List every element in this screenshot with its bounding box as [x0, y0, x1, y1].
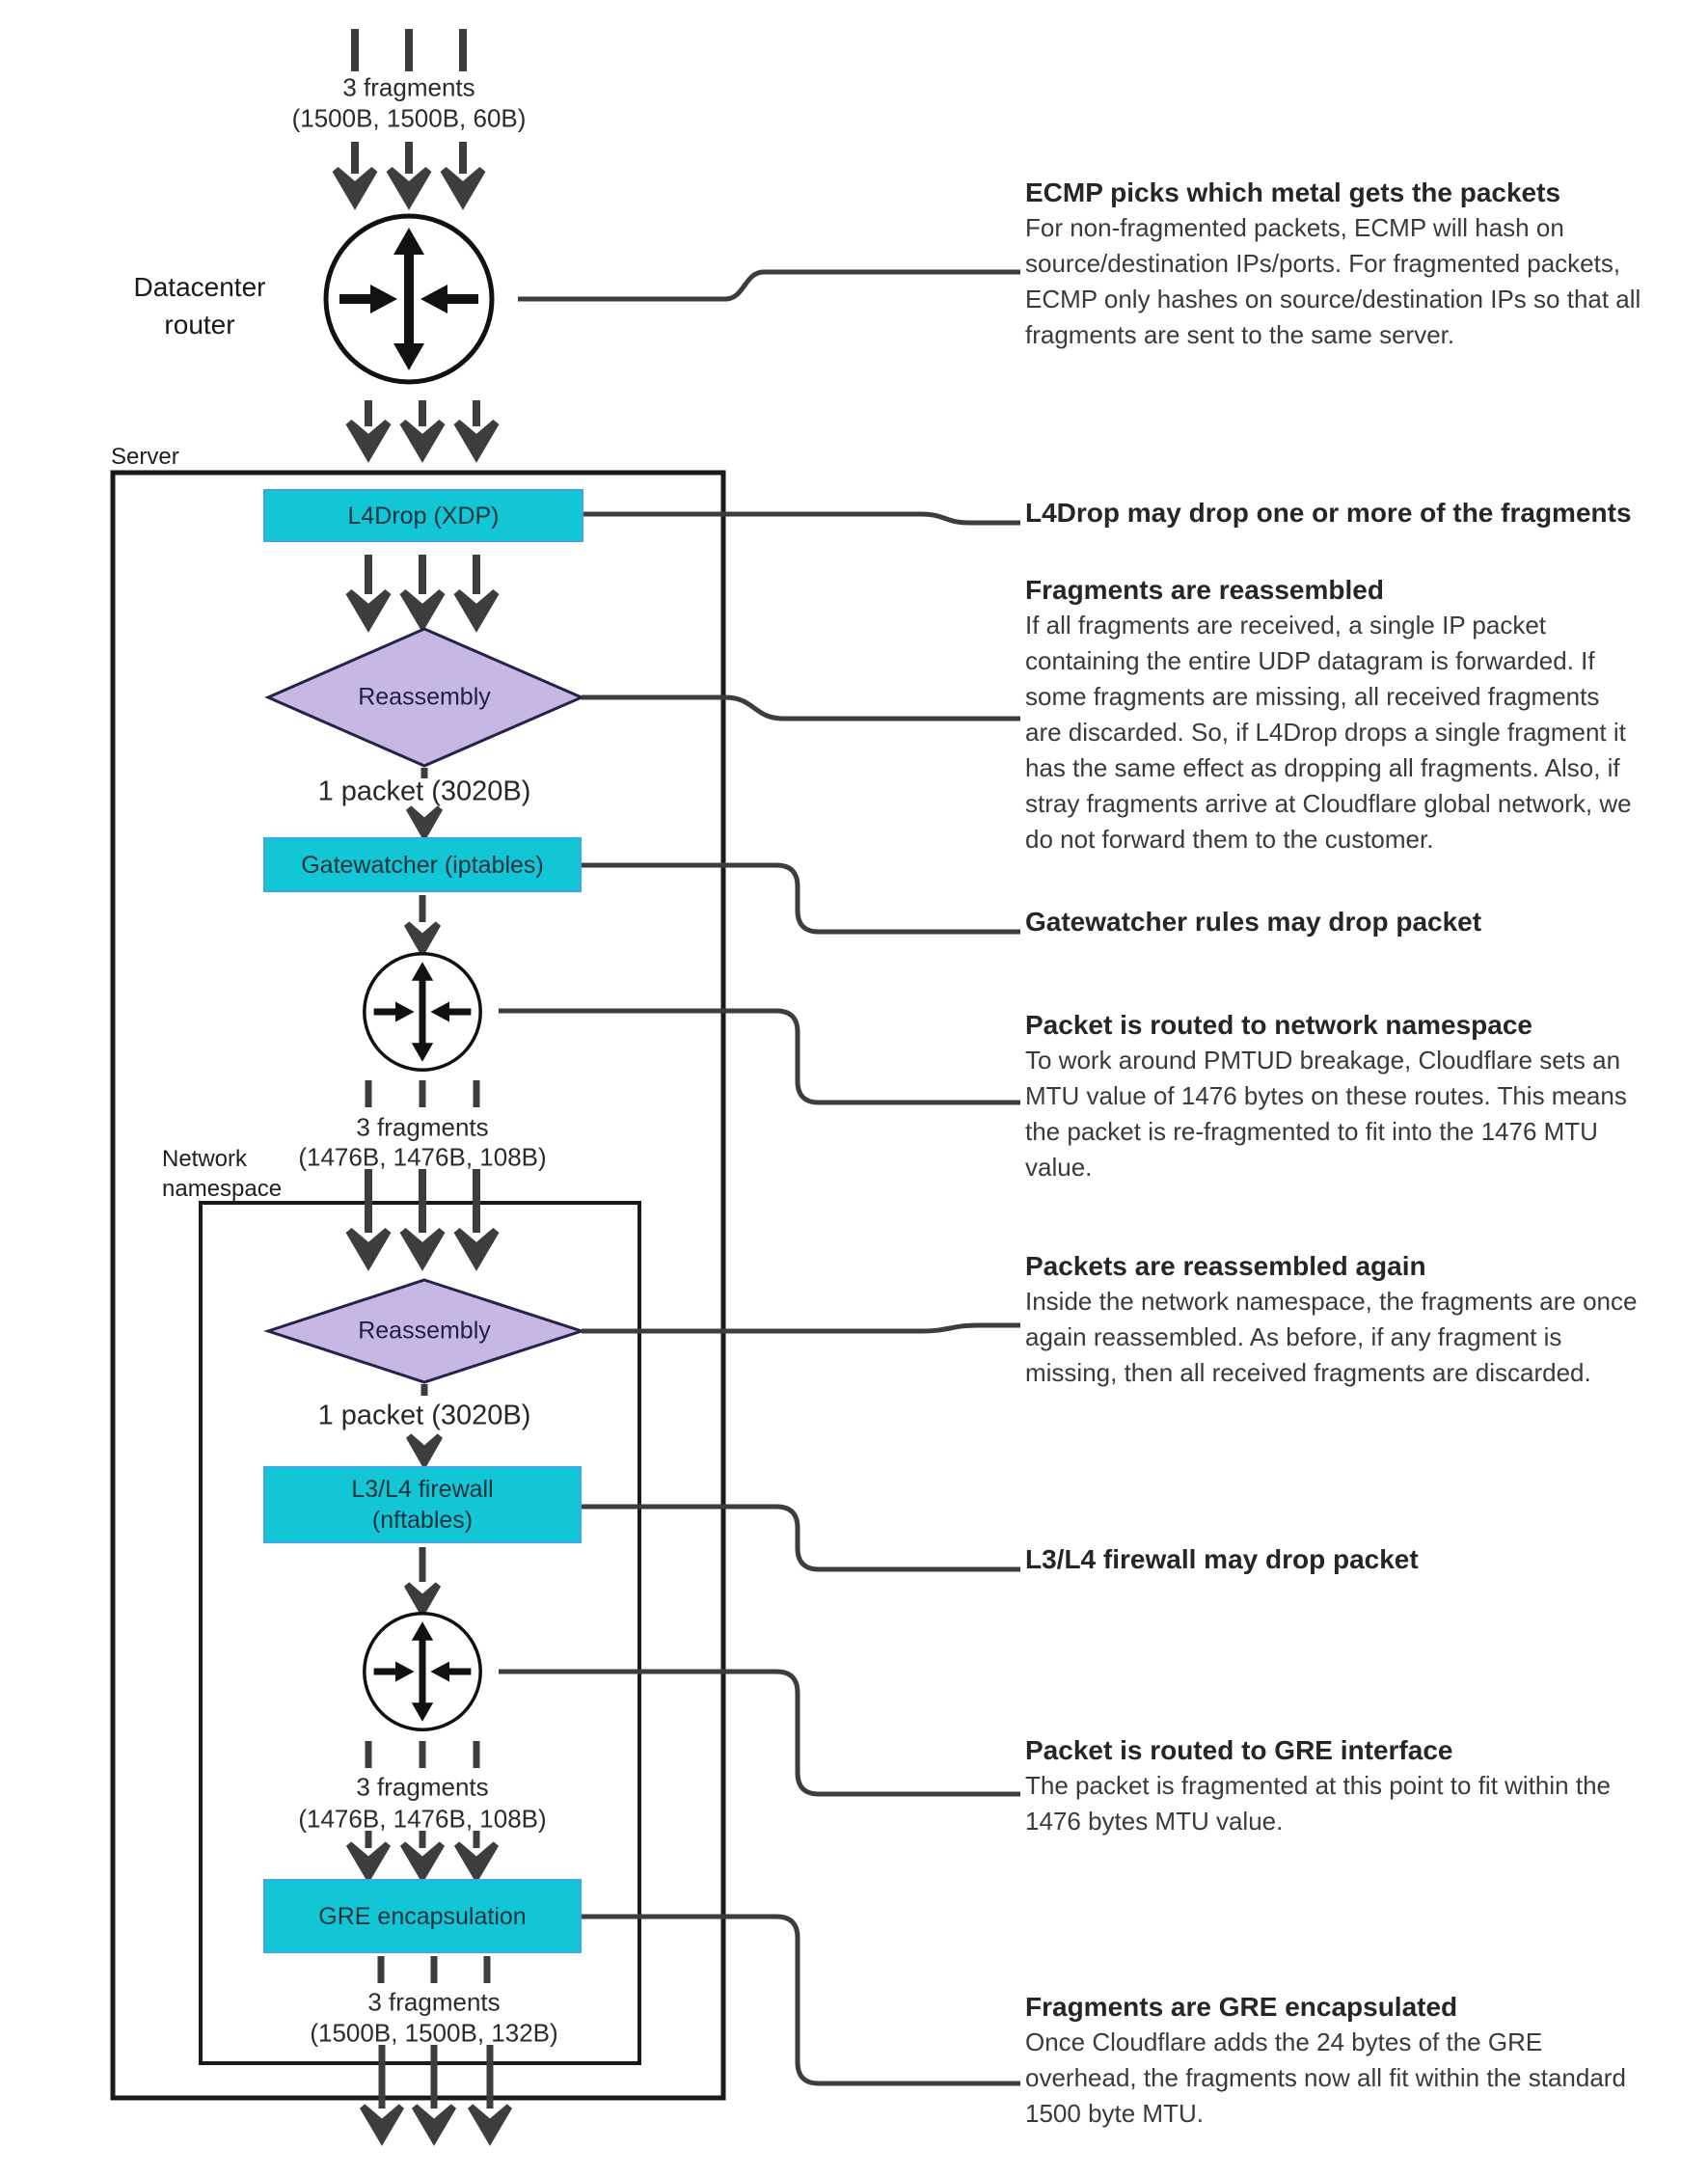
bottom-fragments-sizes: (1500B, 1500B, 132B)	[310, 2018, 558, 2048]
connector-routing-namespace	[499, 1011, 1020, 1102]
fragment-dashes-gre-in	[368, 1741, 476, 1768]
mid-fragments-label: 3 fragments	[356, 1112, 489, 1142]
firewall-label-line1: L3/L4 firewall	[351, 1476, 494, 1503]
packet1-label: 1 packet (3020B)	[317, 776, 531, 807]
fragment-dashes-bottom	[381, 1956, 487, 1983]
annotation-gatewatcher: Gatewatcher rules may drop packet	[1025, 907, 1482, 937]
connector-l4drop	[583, 514, 1020, 523]
arrows-l4drop-to-reassembly	[349, 555, 496, 625]
top-fragments-sizes: (1500B, 1500B, 60B)	[291, 103, 527, 133]
gre-in-fragments-label: 3 fragments	[356, 1772, 489, 1802]
connector-reassembly1	[582, 697, 1020, 719]
fragment-dashes-top	[355, 29, 463, 71]
gatewatcher-label: Gatewatcher (iptables)	[301, 851, 544, 879]
connector-routing-gre	[499, 1672, 1020, 1794]
arrows-into-namespace	[349, 1169, 496, 1264]
server-label: Server	[111, 444, 179, 470]
packet2-label: 1 packet (3020B)	[317, 1400, 531, 1431]
arrows-exit	[363, 2045, 509, 2139]
arrow-gatewatcher-to-routing	[407, 895, 438, 951]
fragment-dashes-mid	[368, 1080, 476, 1107]
arrow-firewall-to-routing	[407, 1547, 438, 1612]
datacenter-router-icon	[326, 216, 492, 382]
bottom-fragments-label: 3 fragments	[367, 1987, 501, 2017]
gre-label: GRE encapsulation	[318, 1902, 527, 1930]
annotation-reassembled-again: Packets are reassembled again Inside the network namespace, the fragments are once again reassembled. As before, if any fragment is missing, then all received fragments are discarded.	[1025, 1251, 1638, 1387]
datacenter-router-label: Datacenter router	[133, 272, 266, 340]
annotation-reassembly: Fragments are reassembled If all fragments are received, a single IP packet containing the entire UDP datagram is forwarded. If some fragments are missing, all received fragments are discarded. So, if L4Drop drops a single fragment it has the same effect as dropping all fragments. Also, if stray fragments arrive at Cloudflare global network, we do not forward them to the customer.	[1025, 575, 1632, 854]
top-fragments-label: 3 fragments	[342, 72, 475, 102]
network-namespace-label: Network namespace	[162, 1146, 283, 1202]
mid-fragments-sizes: (1476B, 1476B, 108B)	[298, 1142, 547, 1172]
firewall-label-line2: (nftables)	[371, 1507, 474, 1534]
annotation-gre-encapsulated: Fragments are GRE encapsulated Once Cloudflare adds the 24 bytes of the GRE overhead, the fragments now all fit within the standard 1500 byte MTU.	[1025, 1992, 1626, 2128]
routing-icon-gre	[365, 1614, 480, 1729]
annotation-gre-routing: Packet is routed to GRE interface The packet is fragmented at this point to fit within the 1476 bytes MTU value.	[1025, 1735, 1611, 1836]
arrows-router-to-server	[349, 400, 496, 455]
arrows-into-gre	[349, 1831, 496, 1877]
l4drop-label: L4Drop (XDP)	[347, 502, 500, 530]
connector-firewall	[582, 1507, 1020, 1569]
arrows-into-router	[336, 142, 482, 203]
gatewatcher-node	[263, 837, 582, 892]
l4drop-node	[263, 489, 583, 542]
gre-in-fragments-sizes: (1476B, 1476B, 108B)	[298, 1804, 547, 1834]
gre-node	[263, 1879, 582, 1953]
routing-icon-namespace	[365, 954, 480, 1070]
annotation-firewall: L3/L4 firewall may drop packet	[1025, 1544, 1419, 1574]
connector-reassembly2	[582, 1325, 1020, 1331]
annotation-namespace-routing: Packet is routed to network namespace To work around PMTUD breakage, Cloudflare sets an MTU value of 1476 bytes on these routes. This means the packet is re-fragmented to fit into the 1476 MTU value.	[1025, 1010, 1627, 1182]
connector-gre	[582, 1917, 1020, 2083]
firewall-node	[263, 1466, 582, 1543]
connector-ecmp	[518, 272, 1020, 299]
annotation-l4drop: L4Drop may drop one or more of the fragments	[1025, 498, 1632, 528]
reassembly1-label: Reassembly	[358, 683, 491, 711]
reassembly2-label: Reassembly	[358, 1317, 491, 1345]
annotation-connectors	[499, 272, 1020, 2083]
connector-gatewatcher	[582, 865, 1020, 932]
annotation-ecmp: ECMP picks which metal gets the packets For non-fragmented packets, ECMP will hash on source/destination IPs/ports. For fragmented packets, ECMP only hashes on source/destination IPs so that all fragments are sent to the same server.	[1025, 177, 1641, 349]
